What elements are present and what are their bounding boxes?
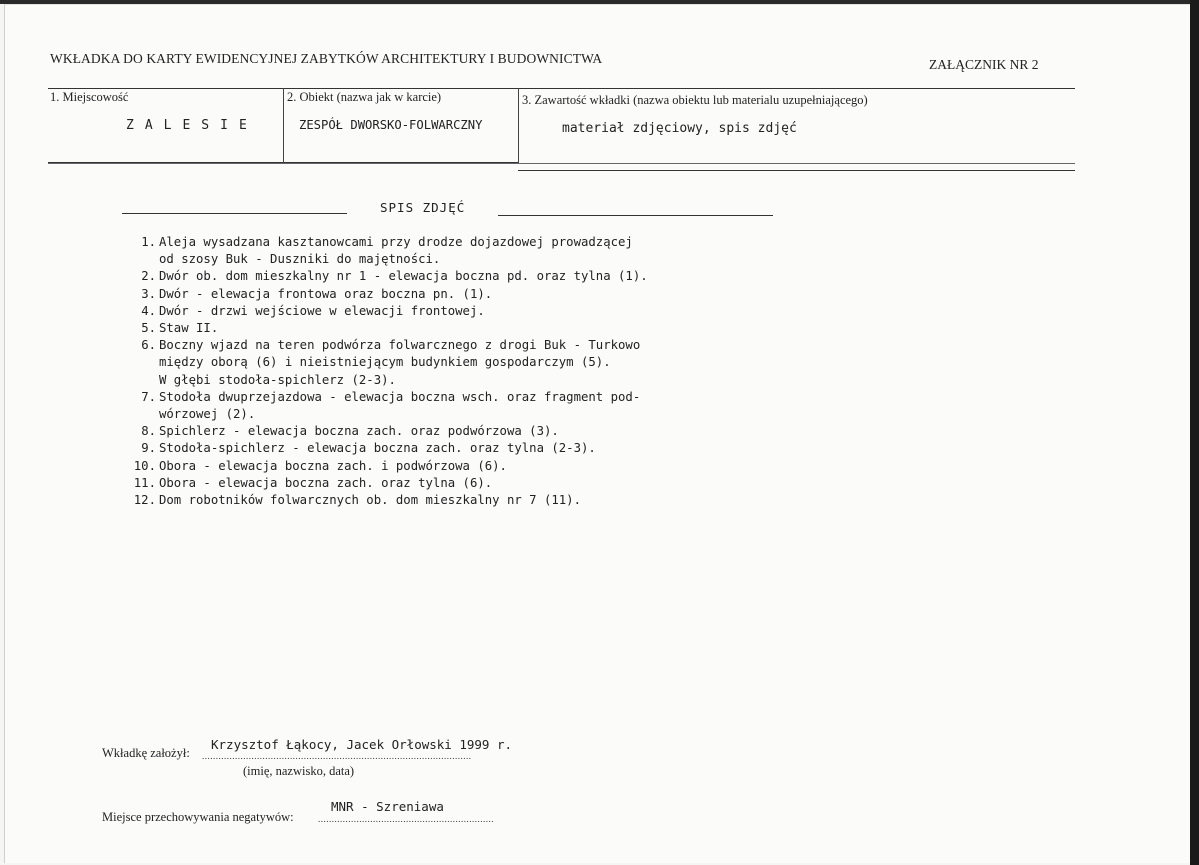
list-item-number: 1. — [141, 235, 156, 249]
list-item — [120, 475, 648, 492]
list-item-text: Boczny wjazd na teren podwórza folwarcznego z drogi Buk - Turkowo między oborą (6) i nieistniejącym budynkiem gospodarczym (5). W głębi stodoła-spichlerz (2-3). — [159, 338, 641, 387]
content-label: 3. Zawartość wkładki (nazwa obiektu lub materialu uzupełniającego) — [522, 93, 868, 107]
list-item — [120, 320, 648, 337]
list-item-number: 3. — [141, 286, 156, 301]
list-item-text: Stodoła dwuprzejazdowa - elewacja boczna wsch. oraz fragment pod- wórzowej (2). — [159, 389, 641, 422]
created-by-label: Wkładkę założył: — [102, 746, 190, 760]
list-item-text: Spichlerz - elewacja boczna zach. oraz podwórzowa (3). — [159, 424, 559, 439]
negatives-dotted-line: ................................................................ — [318, 814, 494, 824]
list-item-number: 10. — [133, 458, 156, 473]
content-value: materiał zdjęciowy, spis zdjęć — [562, 121, 797, 136]
created-by-value: Krzysztof Łąkocy, Jacek Orłowski 1999 r. — [211, 737, 513, 752]
scan-right-edge — [1190, 0, 1199, 865]
form-title: WKŁADKA DO KARTY EWIDENCYJNEJ ZABYTKÓW ARCHITEKTURY I BUDOWNICTWA — [50, 51, 603, 66]
list-item-number: 11. — [133, 475, 156, 490]
annex-number: ZAŁĄCZNIK NR 2 — [929, 57, 1039, 72]
list-item-text: Obora - elewacja boczna zach. oraz tylna (6). — [159, 475, 493, 490]
form-bottom-line-thin — [48, 163, 1075, 164]
form-bottom-line-right — [518, 170, 1075, 171]
list-item-text: Stodoła-spichlerz - elewacja boczna zach. oraz tylna (2-3). — [159, 441, 596, 456]
locality-label: 1. Miejscowość — [50, 90, 129, 104]
list-item — [120, 389, 648, 423]
list-item-text: Dwór - drzwi wejściowe w elewacji frontowej. — [159, 303, 485, 318]
list-item — [120, 268, 648, 285]
object-label: 2. Obiekt (nazwa jak w karcie) — [287, 90, 442, 104]
negatives-value: MNR - Szreniawa — [331, 799, 444, 814]
form-divider-1 — [283, 88, 284, 163]
list-item — [120, 492, 648, 509]
list-title-rule-left — [122, 213, 347, 214]
list-item-number: 4. — [141, 303, 156, 318]
photo-list — [120, 234, 648, 509]
list-item-number: 8. — [141, 424, 156, 439]
form-divider-2 — [518, 88, 519, 163]
list-item-number: 5. — [141, 321, 156, 336]
list-item-text: Staw II. — [159, 321, 219, 336]
locality-value: ZALESIE — [126, 118, 258, 133]
list-item — [120, 458, 648, 475]
list-item — [120, 286, 648, 303]
list-item — [120, 303, 648, 320]
created-by-dotted-line: .................................................................................................. — [202, 751, 472, 761]
negatives-label: Miejsce przechowywania negatywów: — [102, 810, 294, 824]
list-item — [120, 440, 648, 457]
list-item-number: 7. — [141, 389, 156, 404]
list-item — [120, 337, 648, 389]
list-item-text: Obora - elewacja boczna zach. i podwórzowa (6). — [159, 458, 507, 473]
form-top-line — [48, 88, 1075, 89]
list-item — [120, 234, 648, 268]
list-item-number: 9. — [141, 441, 156, 456]
list-item-text: Dwór - elewacja frontowa oraz boczna pn. (1). — [159, 286, 493, 301]
list-item-text: Aleja wysadzana kasztanowcami przy drodze dojazdowej prowadzącej od szosy Buk - Duszniki do majętności. — [159, 235, 633, 267]
list-item — [120, 423, 648, 440]
scan-top-edge — [0, 0, 1199, 4]
list-item-number: 12. — [133, 493, 156, 508]
list-item-number: 2. — [141, 269, 156, 284]
object-value: ZESPÓŁ DWORSKO-FOLWARCZNY — [299, 118, 483, 132]
list-item-text: Dom robotników folwarcznych ob. dom mieszkalny nr 7 (11). — [159, 493, 581, 508]
list-title: SPIS ZDJĘĆ — [380, 200, 466, 215]
list-title-rule-right — [498, 215, 773, 216]
list-item-number: 6. — [141, 338, 156, 353]
list-item-text: Dwór ob. dom mieszkalny nr 1 - elewacja boczna pd. oraz tylna (1). — [159, 269, 648, 284]
created-by-hint: (imię, nazwisko, data) — [243, 764, 355, 778]
